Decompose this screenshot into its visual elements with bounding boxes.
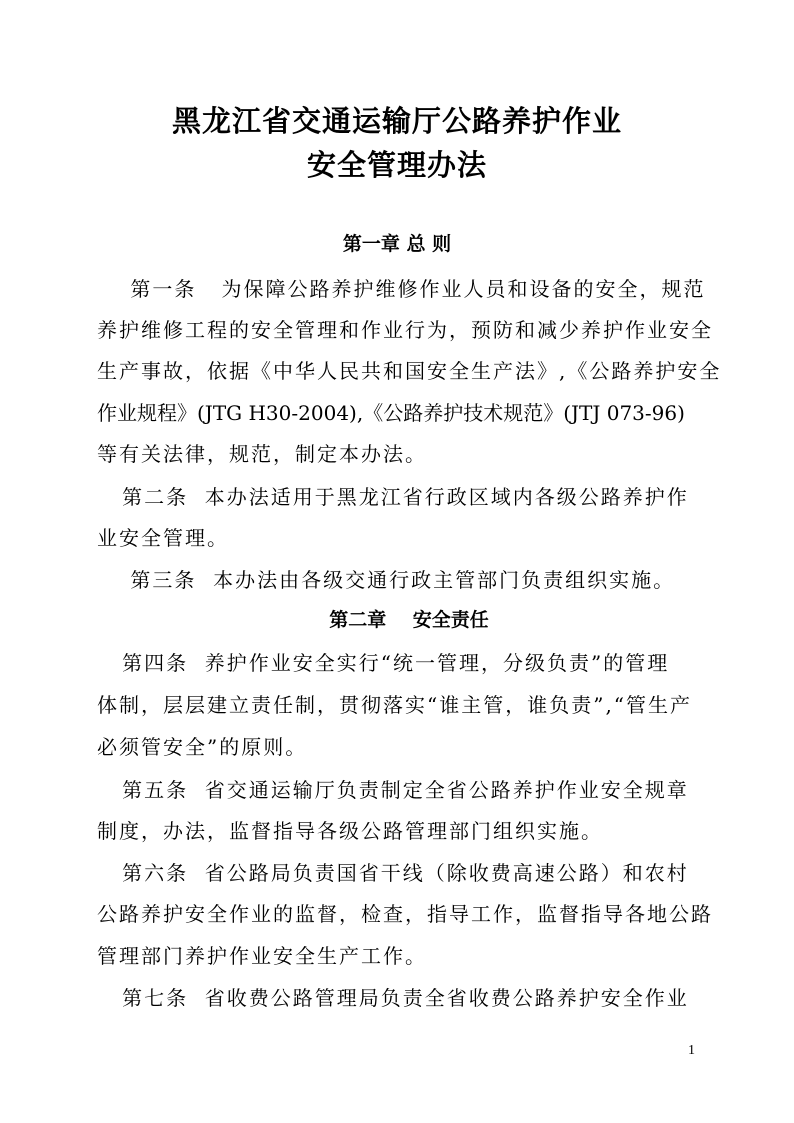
document-title-line-2: 安全管理办法 xyxy=(306,148,487,182)
text-line: 等有关法律，规范，制定本办法。 xyxy=(97,442,427,466)
text-line: 第四条 养护作业安全实行“统一管理，分级负责”的管理 xyxy=(97,651,670,675)
text-line: 制度，办法，监督指导各级公路管理部门组织实施。 xyxy=(97,819,603,843)
page-number: 1 xyxy=(688,1043,695,1058)
text-line: 第二条 本办法适用于黑龙江省行政区域内各级公路养护作 xyxy=(97,485,689,509)
text-line: 第五条 省交通运输厅负责制定全省公路养护作业安全规章 xyxy=(97,778,689,802)
text-line: 第七条 省收费公路管理局负责全省收费公路养护安全作业 xyxy=(97,986,689,1010)
text-line: 体制，层层建立责任制，贯彻落实“谁主管，谁负责”,“管生产 xyxy=(97,693,693,717)
text-line: 第三条 本办法由各级交通行政主管部门负责组织实施。 xyxy=(97,568,676,592)
text-line: 业安全管理。 xyxy=(97,526,229,550)
chapter-1-heading: 第一章 总 则 xyxy=(342,233,452,255)
chapter-2-heading: 第二章 安全责任 xyxy=(329,609,489,631)
text-line: 必须管安全”的原则。 xyxy=(97,735,308,759)
text-line: 公路养护安全作业的监督，检查，指导工作，监督指导各地公路 xyxy=(97,902,713,926)
document-title-line-1: 黑龙江省交通运输厅公路养护作业 xyxy=(171,104,622,138)
text-line: 第六条 省公路局负责国省干线（除收费高速公路）和农村 xyxy=(97,861,689,885)
text-line: 作业规程》(JTG H30-2004),《公路养护技术规范》(JTJ 073-96) xyxy=(97,401,685,425)
text-line: 管理部门养护作业安全生产工作。 xyxy=(97,944,427,968)
text-line: 生产事故，依据《中华人民共和国安全生产法》,《公路养护安全 xyxy=(97,359,722,383)
text-line: 第一条 为保障公路养护维修作业人员和设备的安全，规范 xyxy=(97,277,706,301)
text-line: 养护维修工程的安全管理和作业行为，预防和减少养护作业安全 xyxy=(97,318,713,342)
